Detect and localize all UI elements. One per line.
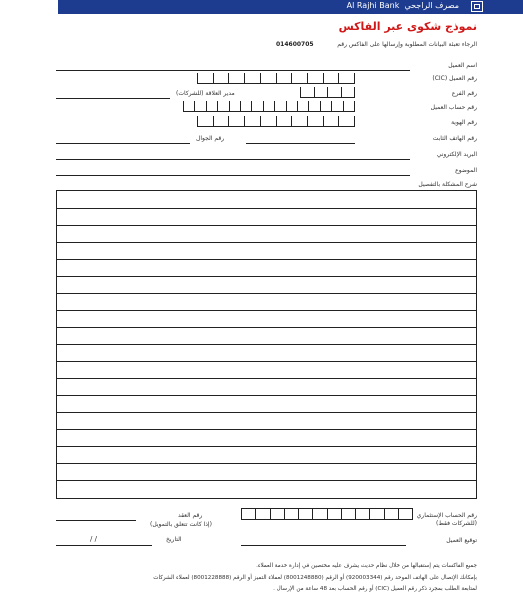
relationship-manager-label: مدير العلاقة (للشركات) (176, 90, 235, 97)
signature-field[interactable] (241, 545, 406, 546)
relationship-manager-field[interactable] (56, 98, 170, 99)
form-instruction: الرجاء تعبئة البيانات المطلوبة وإرسالها على الفاكس رقم (337, 41, 477, 48)
id-number-label: رقم الهوية (451, 119, 477, 126)
bank-name: Al Rajhi Bank مصرف الراجحي (346, 1, 459, 10)
subject-label: الموضوع (455, 167, 477, 174)
footer-note-3: لمتابعة الطلب بمجرد ذكر رقم العميل (CIC) أو رقم الحساب بعد 48 ساعة من الإرسال . (273, 586, 477, 592)
investment-account-label: رقم الحساب الإستثماري (416, 512, 477, 519)
cic-label: رقم العميل (CIC) (432, 75, 477, 82)
mobile-field[interactable] (56, 143, 190, 144)
landline-field[interactable] (246, 143, 355, 144)
id-number-boxes[interactable] (197, 116, 355, 127)
footer-note-2: بإمكانك الإتصال على الهاتف الموحد رقم (920003344) أو الرقم (8001248880) لعملاء التميز أو الرقم (8001228888) لعملاء الشركات (153, 575, 477, 581)
date-underline (56, 545, 152, 546)
problem-details-grid[interactable] (56, 190, 477, 499)
branch-label: رقم الفرع (451, 90, 477, 97)
signature-label: توقيع العميل (446, 537, 477, 544)
header-bar (58, 0, 523, 14)
branch-boxes[interactable] (300, 87, 355, 98)
subject-field[interactable] (56, 175, 410, 176)
investment-account-boxes[interactable] (241, 508, 413, 520)
landline-label: رقم الهاتف الثابت (432, 135, 477, 142)
cic-boxes[interactable] (197, 73, 355, 84)
mobile-label: رقم الجوال (196, 135, 225, 142)
footer-note-1: جميع الفاكسات يتم إستقبالها من خلال نظام حديث يشرف عليه مختصين في إدارة خدمة العملاء. (256, 563, 477, 569)
customer-name-label: اسم العميل (448, 62, 477, 69)
date-label: التاريخ (166, 536, 182, 543)
form-title: نموذج شكوى عبر الفاكس (338, 20, 477, 33)
bank-logo-icon (471, 1, 483, 12)
email-label: البريد الإلكتروني (436, 151, 477, 158)
email-field[interactable] (56, 159, 410, 160)
account-number-label: رقم حساب العميل (430, 104, 477, 111)
fax-number: 014600705 (276, 41, 314, 48)
investment-account-note: (للشركات فقط) (436, 520, 477, 527)
contract-number-note: (إذا كانت تتعلق بالتمويل) (150, 521, 212, 528)
contract-number-field[interactable] (56, 520, 136, 521)
problem-details-label: شرح المشكلة بالتفصيل (418, 181, 477, 188)
account-number-boxes[interactable] (183, 101, 355, 112)
customer-name-field[interactable] (56, 70, 410, 71)
contract-number-label: رقم العقد (178, 512, 203, 519)
date-field[interactable]: / / (90, 535, 97, 543)
